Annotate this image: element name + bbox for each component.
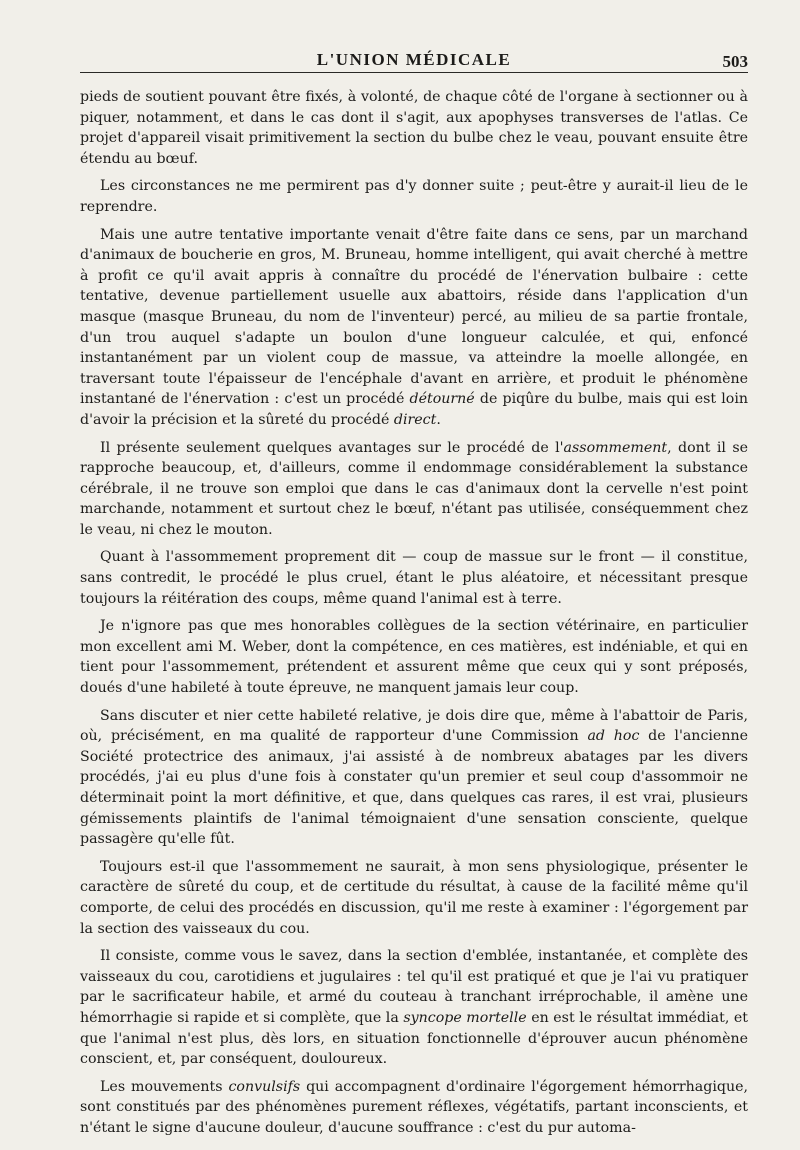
text-run: Sans discuter et nier cette habileté relative, je dois dire que, même à l'abattoir de Paris, où, précisément, en ma qualité de rapporteur d'une Commission (80, 707, 748, 745)
paragraph (80, 438, 748, 541)
paragraph (80, 87, 748, 169)
page-number: 503 (722, 52, 748, 71)
paragraph (80, 225, 748, 431)
italic-text: direct (393, 411, 437, 428)
italic-text: ad hoc (587, 728, 640, 745)
italic-text: syncope mortelle (403, 1009, 527, 1026)
text-run: . (436, 411, 441, 428)
paragraph (80, 176, 748, 217)
body-text (80, 87, 748, 1139)
text-run: Les circonstances ne me permirent pas d'y donner suite ; peut-être y aurait-il lieu de le reprendre. (80, 178, 748, 215)
text-run: Je n'ignore pas que mes honorables collègues de la section vétérinaire, en particulier mon excellent ami M. Weber, dont la compétence, en ces matières, est indéniable, et qui en tient pour l'assommement, prétendent et assurent même que ceux qui y sont préposés, doués d'une habileté à toute épreuve, ne manquent jamais leur coup. (80, 618, 748, 697)
paragraph (80, 616, 748, 698)
italic-text: assommement (563, 439, 668, 456)
text-run: Il présente seulement quelques avantages sur le procédé de l' (100, 439, 564, 456)
text-run: Les mouvements (100, 1078, 229, 1095)
text-run: Il consiste, comme vous le savez, dans la section d'emblée, instantanée, et complète des vaisseaux du cou, carotidiens et jugulaires : tel qu'il est pratiqué et que je l'ai vu pratiquer par le sacrificateur habile, et armé du couteau à tranchant irréprochable, il amène une hémorrhagie si rapide et si complète, que la (80, 948, 748, 1026)
text-run: Toujours est-il que l'assommement ne saurait, à mon sens physiologique, présenter le caractère de sûreté du coup, et de certitude du résultat, à cause de la facilité même qu'il comporte, de celui des procédés en discussion, qu'il me reste à examiner : l'égorgement par la section des vaisseaux du cou. (80, 858, 748, 937)
italic-text: détourné (409, 391, 475, 408)
running-header (80, 50, 748, 73)
paragraph (80, 857, 748, 939)
text-run: qui accompagnent d'ordinaire l'égorgement hémorrhagique, sont constitués par des phénomènes purement réflexes, végétatifs, partant inconscients, et n'étant le signe d'aucune douleur, d'aucune souffrance : c'est du pur automa- (80, 1078, 748, 1136)
paragraph (80, 706, 748, 850)
text-run: Quant à l'assommement proprement dit — coup de massue sur le front — il constitue, sans contredit, le procédé le plus cruel, étant le plus aléatoire, et nécessitant presque toujours la réitération des coups, même quand l'animal est à terre. (80, 549, 748, 607)
text-run: de l'ancienne Société protectrice des animaux, j'ai assisté à de nombreux abatages par les divers procédés, j'ai eu plus d'une fois à constater qu'un premier et seul coup d'assommoir ne déterminait point la mort définitive, et que, dans quelques cas rares, il est vrai, plusieurs gémissements plaintifs de l'animal témoignaient d'une sensation consciente, quelque passagère qu'elle fût. (80, 728, 748, 848)
paragraph (80, 1077, 748, 1139)
journal-title: L'UNION MÉDICALE (316, 50, 512, 69)
text-run: pieds de soutient pouvant être fixés, à volonté, de chaque côté de l'organe à sectionner ou à piquer, notamment, et dans le cas dont il s'agit, aux apophyses transverses de l'atlas. Ce projet d'appareil visait primitivement la section du bulbe chez le veau, pouvant ensuite être étendu au bœuf. (80, 89, 748, 167)
paragraph (80, 547, 748, 609)
text-run: Mais une autre tentative importante venait d'être faite dans ce sens, par un marchand d'animaux de boucherie en gros, M. Bruneau, homme intelligent, qui avait cherché à mettre à profit ce qu'il avait appris à connaître du procédé de l'énervation bulbaire : cette tentative, devenue partiellement usuelle aux abattoirs, réside dans l'application d'un masque (masque Bruneau, du nom de l'inventeur) percé, au milieu de sa partie frontale, d'un trou auquel s'adapte un boulon d'une longueur calculée, et qui, enfoncé instantanément par un violent coup de massue, va atteindre la moelle allongée, en traversant toute l'épaisseur de l'encéphale d'avant en arrière, et produit le phénomène instantané de l'énervation : c'est un procédé (80, 226, 748, 408)
text-run: , dont il se rapproche beaucoup, et, d'ailleurs, comme il endommage considérablement la substance cérébrale, il ne trouve son emploi que dans le cas d'animaux dont la cervelle n'est point marchande, notamment et surtout chez le bœuf, n'étant pas utilisée, conséquemment chez le veau, ni chez le mouton. (80, 439, 748, 538)
text-run: de piqûre du bulbe, mais qui est loin d'avoir la précision et la sûreté du procédé (80, 391, 748, 428)
text-run: en est le résultat immédiat, et que l'animal n'est plus, dès lors, en situation fonctionnelle d'éprouver aucun phénomène conscient, et, par conséquent, douloureux. (80, 1009, 748, 1068)
paragraph (80, 946, 748, 1070)
italic-text: convulsifs (228, 1078, 301, 1095)
